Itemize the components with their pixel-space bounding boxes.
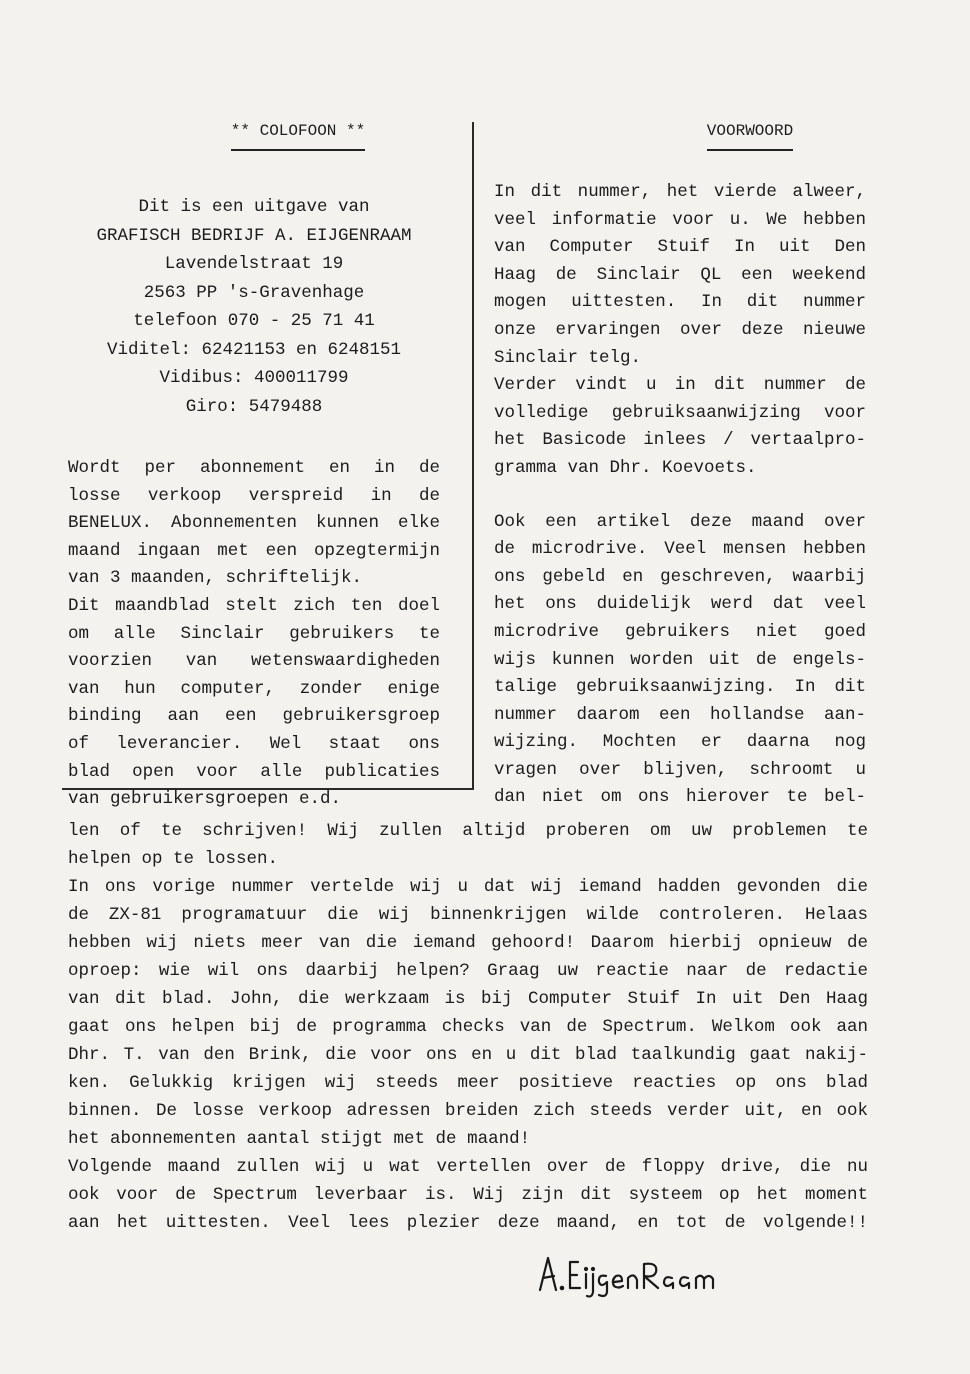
handwritten-signature — [536, 1248, 736, 1298]
body-line: In ons vorige nummer vertelde wij u dat wij iemand hadden gevonden die — [68, 877, 868, 897]
body-line: len of te schrijven! Wij zullen altijd proberen om uw problemen te — [68, 821, 868, 841]
body-line: maand ingaan met een opzegtermijn — [68, 540, 440, 561]
voorwoord-full-width-text — [68, 817, 868, 1237]
body-line: het ons duidelijk werd dat veel — [494, 594, 866, 615]
body-line: het abonnementen aantal stijgt met de maand! — [68, 1129, 531, 1149]
body-line: de microdrive. Veel mensen hebben — [494, 539, 866, 560]
body-line: Ook een artikel deze maand over — [494, 511, 866, 532]
body-line: Haag de Sinclair QL een weekend — [494, 264, 866, 285]
body-line: het Basicode inlees / vertaalpro- — [494, 430, 866, 451]
address-line: Viditel: 62421153 en 6248151 — [106, 339, 402, 360]
body-line: wijs kunnen worden uit de engels- — [494, 649, 866, 670]
body-line: talige gebruiksaanwijzing. In dit — [494, 677, 866, 698]
body-line: van gebruikersgroepen e.d. — [68, 789, 342, 810]
body-line: Dit maandblad stelt zich ten doel — [68, 595, 440, 616]
body-line: onze ervaringen over deze nieuwe — [494, 319, 866, 340]
body-line: van Computer Stuif In uit Den — [494, 237, 866, 258]
colofon-column — [68, 118, 440, 814]
body-line: aan het uittesten. Veel lees plezier deze maand, en tot de volgende!! — [68, 1213, 868, 1233]
address-line: GRAFISCH BEDRIJF A. EIJGENRAAM — [96, 225, 412, 246]
body-line: de ZX-81 programatuur die wij binnenkrijgen wilde controleren. Helaas — [68, 905, 868, 925]
body-line: gaat ons helpen bij de programma checks van de Spectrum. Welkom ook aan — [68, 1017, 868, 1037]
address-line: telefoon 070 - 25 71 41 — [133, 311, 375, 331]
address-line: Lavendelstraat 19 — [164, 254, 344, 274]
column-divider — [472, 122, 474, 790]
body-line: Sinclair telg. — [494, 347, 642, 368]
body-line: van hun computer, zonder enige — [68, 678, 440, 699]
body-line: oproep: wie wil ons daarbij helpen? Graag uw reactie naar de redactie — [68, 961, 868, 981]
body-line: of leverancier. Wel staat ons — [68, 733, 440, 754]
body-line: voorzien van wetenswaardigheden — [68, 651, 440, 672]
body-line: Dhr. T. van den Brink, die voor ons en u dit blad taalkundig gaat nakij- — [68, 1045, 868, 1065]
address-line: 2563 PP 's-Gravenhage — [143, 282, 365, 303]
body-line: ook voor de Spectrum leverbaar is. Wij zijn dit systeem op het moment — [68, 1185, 868, 1205]
body-line: van 3 maanden, schriftelijk. — [68, 568, 363, 589]
body-line: volledige gebruiksaanwijzing voor — [494, 402, 866, 423]
body-line: ken. Gelukkig krijgen wij steeds meer positieve reacties op ons blad — [68, 1073, 868, 1093]
colofon-address — [68, 193, 440, 421]
body-line: hebben wij niets meer van die iemand gehoord! Daarom hierbij opnieuw de — [68, 933, 868, 953]
body-line: dan niet om ons hierover te bel- — [494, 787, 866, 808]
address-line: Dit is een uitgave van — [138, 197, 370, 217]
voorwoord-column — [494, 118, 866, 812]
address-line: Vidibus: 400011799 — [159, 368, 349, 388]
voorwoord-paragraph-1 — [494, 179, 866, 483]
body-line: binding aan een gebruikersgroep — [68, 706, 440, 727]
body-line: Verder vindt u in dit nummer de — [494, 375, 866, 396]
colofon-heading: ** COLOFOON ** — [156, 118, 440, 151]
body-line: van dit blad. John, die werkzaam is bij Computer Stuif In uit Den Haag — [68, 989, 868, 1009]
voorwoord-heading: VOORWOORD — [634, 118, 866, 151]
body-line: microdrive gebruikers niet goed — [494, 621, 866, 642]
body-line: nummer daarom een hollandse aan- — [494, 704, 866, 725]
body-line: helpen op te lossen. — [68, 849, 279, 869]
body-line: vragen over blijven, schroomt u — [494, 759, 866, 780]
body-line: veel informatie voor u. We hebben — [494, 209, 866, 230]
body-line: binnen. De losse verkoop adressen breiden zich steeds verder uit, en ook — [68, 1101, 868, 1121]
body-line: Wordt per abonnement en in de — [68, 458, 440, 478]
body-line: om alle Sinclair gebruikers te — [68, 623, 440, 644]
colofon-body — [68, 455, 440, 814]
body-line: In dit nummer, het vierde alweer, — [494, 182, 866, 202]
body-line: wijzing. Mochten er daarna nog — [494, 732, 866, 753]
body-line: mogen uittesten. In dit nummer — [494, 292, 866, 313]
address-line: Giro: 5479488 — [185, 396, 323, 417]
body-line: gramma van Dhr. Koevoets. — [494, 457, 757, 478]
body-line: BENELUX. Abonnementen kunnen elke — [68, 513, 440, 534]
body-line: Volgende maand zullen wij u wat vertellen over de floppy drive, die nu — [68, 1157, 868, 1177]
voorwoord-paragraph-2 — [494, 509, 866, 813]
body-line: losse verkoop verspreid in de — [68, 485, 440, 506]
body-line: ons gebeld en geschreven, waarbij — [494, 566, 866, 587]
body-line: blad open voor alle publicaties — [68, 761, 440, 782]
